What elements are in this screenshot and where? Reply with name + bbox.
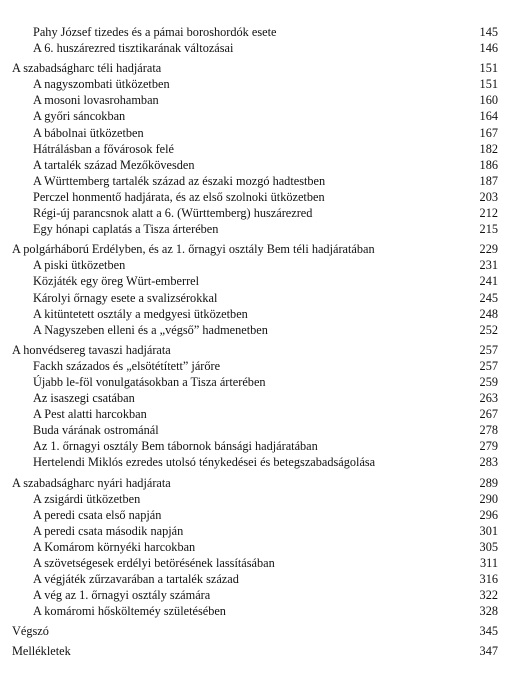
toc-section-entry xyxy=(0,623,515,639)
toc-entry xyxy=(0,125,515,141)
toc-entry-title: A bábolnai ütközetben xyxy=(33,125,144,140)
toc-entry-page: 252 xyxy=(479,322,498,337)
toc-entry-page: 283 xyxy=(479,455,498,470)
toc-entry xyxy=(0,205,515,221)
toc-entry-title: Hátrálásban a fővárosok felé xyxy=(33,141,175,156)
toc-entry xyxy=(0,306,515,322)
toc-entry-page: 245 xyxy=(479,290,498,305)
toc-entry-page: 316 xyxy=(479,572,498,587)
toc-entry-title: Az 1. őrnagyi osztály Bem tábornok bánsági hadjáratában xyxy=(33,439,318,454)
toc-entry xyxy=(0,40,515,56)
toc-entry-title: A zsigárdi ütközetben xyxy=(33,491,141,506)
toc-entry-title: Károlyi őrnagy esete a svalizsérokkal xyxy=(33,290,218,305)
toc-entry xyxy=(0,454,515,470)
toc-entry-title: Hertelendi Miklós ezredes utolsó ténykedései és betegszabadságolása xyxy=(33,455,376,470)
toc-entry-title: A mosoni lovasrohamban xyxy=(33,93,159,108)
toc-entry xyxy=(0,491,515,507)
toc-entry-page: 187 xyxy=(479,173,498,188)
toc-entry-title: A Württemberg tartalék század az északi mozgó hadtestben xyxy=(33,173,326,188)
toc-entry-title: Pahy József tizedes és a pámai boroshordók esete xyxy=(33,25,277,39)
toc-entry-page: 301 xyxy=(479,523,498,538)
toc-entry-title: Fackh százados és „elsötétített” járőre xyxy=(33,358,221,373)
toc-entry-page: 347 xyxy=(479,644,498,659)
table-of-contents xyxy=(0,24,515,660)
toc-entry-title: A végjáték zűrzavarában a tartalék század xyxy=(33,572,239,587)
toc-entry xyxy=(0,24,515,40)
toc-entry-title: Perczel honmentő hadjárata, és az első szolnoki ütközetben xyxy=(33,189,325,204)
toc-entry-title: A 6. huszárezred tisztikarának változásai xyxy=(33,41,234,56)
toc-entry-title: A komáromi hőskölteméy születésében xyxy=(33,604,226,619)
toc-entry-page: 345 xyxy=(479,624,498,639)
toc-entry-page: 231 xyxy=(479,258,498,273)
toc-entry-title: A győri sáncokban xyxy=(33,109,126,124)
toc-entry-title: Az isaszegi csatában xyxy=(33,391,135,406)
toc-entry-title: A polgárháború Erdélyben, és az 1. őrnagyi osztály Bem téli hadjáratában xyxy=(12,242,375,257)
toc-entry-page: 146 xyxy=(479,41,498,56)
toc-entry-page: 215 xyxy=(479,222,498,237)
toc-entry xyxy=(0,108,515,124)
toc-entry xyxy=(0,374,515,390)
toc-entry xyxy=(0,221,515,237)
toc-entry xyxy=(0,422,515,438)
toc-entry-page: 322 xyxy=(479,588,498,603)
toc-entry-page: 229 xyxy=(479,242,498,257)
toc-entry-title: A Nagyszeben elleni és a „végső” hadmenetben xyxy=(33,322,268,337)
toc-entry-title: A peredi csata második napján xyxy=(33,523,184,538)
toc-entry-page: 164 xyxy=(479,109,498,124)
toc-entry-title: A piski ütközetben xyxy=(33,258,126,273)
toc-entry xyxy=(0,438,515,454)
toc-section-entry xyxy=(0,475,515,491)
toc-entry xyxy=(0,141,515,157)
toc-section-entry xyxy=(0,342,515,358)
toc-entry-page: 289 xyxy=(479,475,498,490)
toc-entry xyxy=(0,523,515,539)
toc-entry-page: 248 xyxy=(479,306,498,321)
toc-entry-page: 257 xyxy=(479,358,498,373)
toc-entry xyxy=(0,92,515,108)
toc-section-entry xyxy=(0,643,515,659)
toc-entry-page: 212 xyxy=(479,206,498,221)
toc-entry-title: A peredi csata első napján xyxy=(33,507,162,522)
toc-entry xyxy=(0,173,515,189)
toc-entry-page: 160 xyxy=(479,93,498,108)
toc-entry-title: A Pest alatti harcokban xyxy=(33,407,147,422)
toc-entry-page: 290 xyxy=(479,491,498,506)
toc-entry-page: 151 xyxy=(479,77,498,92)
toc-entry xyxy=(0,539,515,555)
toc-entry-page: 263 xyxy=(479,391,498,406)
toc-entry-page: 145 xyxy=(479,25,498,39)
toc-entry-page: 311 xyxy=(480,556,498,570)
toc-entry-title: Egy hónapi caplatás a Tisza árterében xyxy=(33,222,219,237)
toc-entry-page: 182 xyxy=(479,141,498,156)
toc-entry-page: 167 xyxy=(479,125,498,140)
toc-entry-title: A nagyszombati ütközetben xyxy=(33,77,170,92)
toc-entry xyxy=(0,76,515,92)
toc-entry xyxy=(0,555,515,571)
toc-entry-title: Közjáték egy öreg Würt-emberrel xyxy=(33,274,200,289)
toc-entry-title: Újabb le-föl vonulgatásokban a Tisza árterében xyxy=(33,374,266,389)
toc-entry-page: 257 xyxy=(479,342,498,357)
toc-entry xyxy=(0,507,515,523)
toc-entry-title: A szövetségesek erdélyi betörésének lassításában xyxy=(33,556,275,570)
toc-entry-page: 186 xyxy=(479,157,498,172)
toc-entry xyxy=(0,189,515,205)
toc-entry xyxy=(0,273,515,289)
toc-entry-page: 203 xyxy=(479,189,498,204)
toc-entry-page: 267 xyxy=(479,407,498,422)
toc-entry-title: A tartalék század Mezőkövesden xyxy=(33,157,195,172)
toc-entry xyxy=(0,157,515,173)
toc-entry-title: Végszó xyxy=(12,624,49,639)
toc-entry-page: 279 xyxy=(479,439,498,454)
toc-entry-title: A szabadságharc téli hadjárata xyxy=(12,61,162,76)
toc-entry xyxy=(0,322,515,338)
toc-entry-title: A honvédsereg tavaszi hadjárata xyxy=(12,342,171,357)
toc-entry-page: 259 xyxy=(479,374,498,389)
toc-entry xyxy=(0,358,515,374)
toc-entry-title: Régi-új parancsnok alatt a 6. (Württemberg) huszárezred xyxy=(33,206,313,221)
toc-section-entry xyxy=(0,60,515,76)
toc-entry-page: 278 xyxy=(479,423,498,438)
toc-entry-title: A Komárom környéki harcokban xyxy=(33,539,196,554)
toc-entry-title: A vég az 1. őrnagyi osztály számára xyxy=(33,588,211,603)
toc-entry xyxy=(0,587,515,603)
toc-entry-page: 296 xyxy=(479,507,498,522)
toc-entry xyxy=(0,603,515,619)
toc-entry-title: A szabadságharc nyári hadjárata xyxy=(12,475,171,490)
toc-entry-page: 328 xyxy=(479,604,498,619)
toc-entry xyxy=(0,257,515,273)
toc-entry-page: 241 xyxy=(479,274,498,289)
toc-entry xyxy=(0,390,515,406)
toc-entry-title: Buda várának ostrománál xyxy=(33,423,159,438)
toc-entry-title: Mellékletek xyxy=(12,644,71,659)
toc-section-entry xyxy=(0,241,515,257)
toc-entry-page: 305 xyxy=(479,539,498,554)
toc-entry xyxy=(0,571,515,587)
toc-entry xyxy=(0,406,515,422)
toc-entry-title: A kitüntetett osztály a medgyesi ütközetben xyxy=(33,306,248,321)
toc-entry xyxy=(0,290,515,306)
toc-entry-page: 151 xyxy=(479,61,498,76)
